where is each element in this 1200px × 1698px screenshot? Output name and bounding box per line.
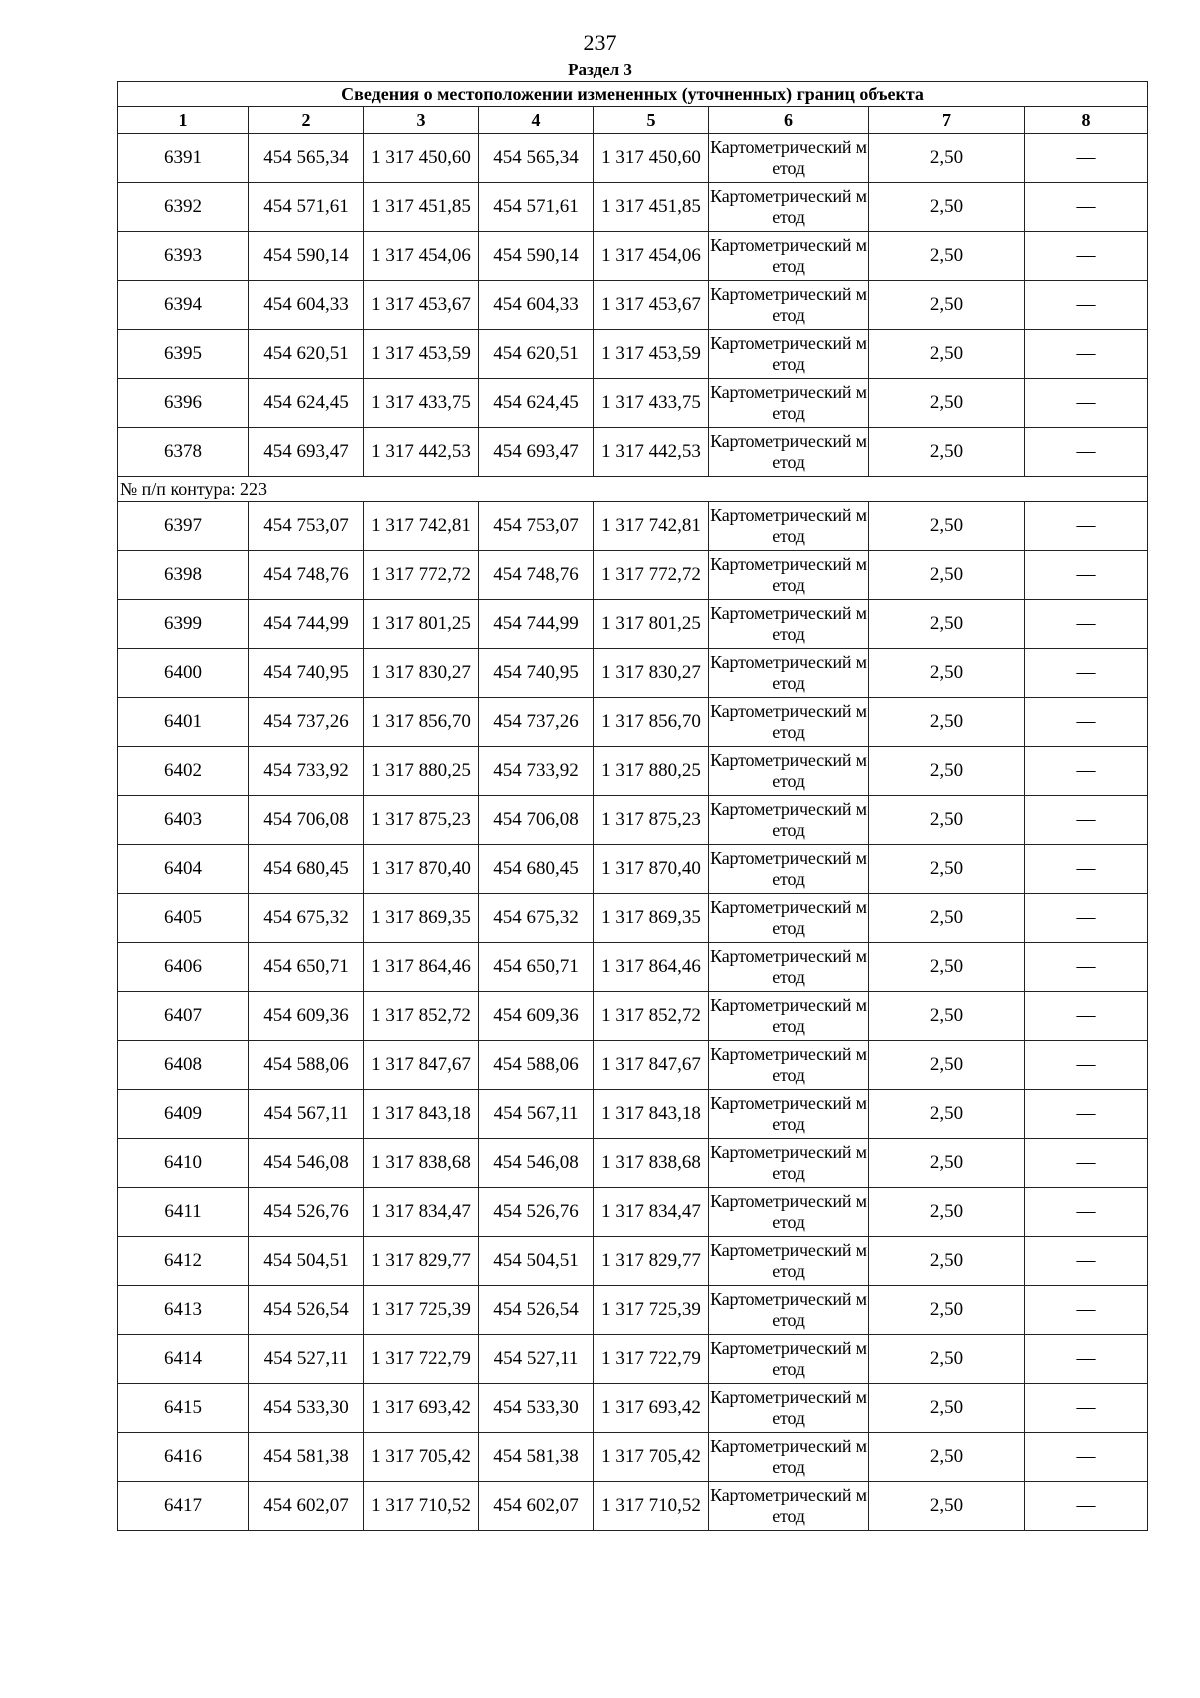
y-existing-cell: 1 317 870,40 bbox=[364, 845, 479, 894]
description-cell: — bbox=[1025, 600, 1148, 649]
y-new-cell: 1 317 453,67 bbox=[594, 281, 709, 330]
description-cell: — bbox=[1025, 134, 1148, 183]
method-cell: Картометрический метод bbox=[709, 183, 869, 232]
x-existing-cell: 454 737,26 bbox=[249, 698, 364, 747]
method-cell: Картометрический метод bbox=[709, 1041, 869, 1090]
x-new-cell: 454 581,38 bbox=[479, 1433, 594, 1482]
point-number-cell: 6406 bbox=[118, 943, 249, 992]
y-new-cell: 1 317 725,39 bbox=[594, 1286, 709, 1335]
x-new-cell: 454 737,26 bbox=[479, 698, 594, 747]
page-number: 237 bbox=[583, 30, 617, 55]
x-new-cell: 454 675,32 bbox=[479, 894, 594, 943]
precision-cell: 2,50 bbox=[869, 551, 1025, 600]
x-existing-cell: 454 650,71 bbox=[249, 943, 364, 992]
x-new-cell: 454 740,95 bbox=[479, 649, 594, 698]
point-number-cell: 6408 bbox=[118, 1041, 249, 1090]
y-new-cell: 1 317 843,18 bbox=[594, 1090, 709, 1139]
description-cell: — bbox=[1025, 992, 1148, 1041]
x-new-cell: 454 526,54 bbox=[479, 1286, 594, 1335]
x-existing-cell: 454 675,32 bbox=[249, 894, 364, 943]
description-cell: — bbox=[1025, 551, 1148, 600]
y-new-cell: 1 317 705,42 bbox=[594, 1433, 709, 1482]
point-number-cell: 6395 bbox=[118, 330, 249, 379]
description-cell: — bbox=[1025, 1139, 1148, 1188]
y-new-cell: 1 317 722,79 bbox=[594, 1335, 709, 1384]
description-cell: — bbox=[1025, 796, 1148, 845]
x-new-cell: 454 504,51 bbox=[479, 1237, 594, 1286]
y-new-cell: 1 317 880,25 bbox=[594, 747, 709, 796]
description-cell: — bbox=[1025, 281, 1148, 330]
y-new-cell: 1 317 830,27 bbox=[594, 649, 709, 698]
y-existing-cell: 1 317 772,72 bbox=[364, 551, 479, 600]
precision-cell: 2,50 bbox=[869, 1286, 1025, 1335]
table-row bbox=[118, 134, 1148, 183]
y-existing-cell: 1 317 453,67 bbox=[364, 281, 479, 330]
y-new-cell: 1 317 433,75 bbox=[594, 379, 709, 428]
table-caption: Сведения о местоположении измененных (уточненных) границ объекта bbox=[118, 82, 1148, 107]
table-row bbox=[118, 1139, 1148, 1188]
table-caption-row bbox=[118, 82, 1148, 107]
y-new-cell: 1 317 451,85 bbox=[594, 183, 709, 232]
x-new-cell: 454 624,45 bbox=[479, 379, 594, 428]
precision-cell: 2,50 bbox=[869, 232, 1025, 281]
x-existing-cell: 454 581,38 bbox=[249, 1433, 364, 1482]
table-row bbox=[118, 1188, 1148, 1237]
y-new-cell: 1 317 852,72 bbox=[594, 992, 709, 1041]
point-number-cell: 6400 bbox=[118, 649, 249, 698]
x-new-cell: 454 546,08 bbox=[479, 1139, 594, 1188]
column-header: 4 bbox=[479, 107, 594, 134]
x-new-cell: 454 650,71 bbox=[479, 943, 594, 992]
precision-cell: 2,50 bbox=[869, 1188, 1025, 1237]
method-cell: Картометрический метод bbox=[709, 796, 869, 845]
method-cell: Картометрический метод bbox=[709, 232, 869, 281]
precision-cell: 2,50 bbox=[869, 428, 1025, 477]
table-row bbox=[118, 1286, 1148, 1335]
x-existing-cell: 454 680,45 bbox=[249, 845, 364, 894]
precision-cell: 2,50 bbox=[869, 796, 1025, 845]
column-header: 2 bbox=[249, 107, 364, 134]
description-cell: — bbox=[1025, 379, 1148, 428]
y-existing-cell: 1 317 442,53 bbox=[364, 428, 479, 477]
description-cell: — bbox=[1025, 845, 1148, 894]
point-number-cell: 6412 bbox=[118, 1237, 249, 1286]
method-cell: Картометрический метод bbox=[709, 698, 869, 747]
point-number-cell: 6414 bbox=[118, 1335, 249, 1384]
table-row bbox=[118, 600, 1148, 649]
description-cell: — bbox=[1025, 1188, 1148, 1237]
x-existing-cell: 454 526,54 bbox=[249, 1286, 364, 1335]
x-existing-cell: 454 748,76 bbox=[249, 551, 364, 600]
table-row bbox=[118, 1041, 1148, 1090]
column-header: 7 bbox=[869, 107, 1025, 134]
y-existing-cell: 1 317 847,67 bbox=[364, 1041, 479, 1090]
method-cell: Картометрический метод bbox=[709, 992, 869, 1041]
precision-cell: 2,50 bbox=[869, 698, 1025, 747]
table-row bbox=[118, 1482, 1148, 1531]
y-existing-cell: 1 317 856,70 bbox=[364, 698, 479, 747]
method-cell: Картометрический метод bbox=[709, 1090, 869, 1139]
method-cell: Картометрический метод bbox=[709, 1384, 869, 1433]
x-existing-cell: 454 604,33 bbox=[249, 281, 364, 330]
y-existing-cell: 1 317 875,23 bbox=[364, 796, 479, 845]
y-existing-cell: 1 317 843,18 bbox=[364, 1090, 479, 1139]
description-cell: — bbox=[1025, 428, 1148, 477]
y-new-cell: 1 317 838,68 bbox=[594, 1139, 709, 1188]
y-existing-cell: 1 317 451,85 bbox=[364, 183, 479, 232]
x-existing-cell: 454 740,95 bbox=[249, 649, 364, 698]
precision-cell: 2,50 bbox=[869, 502, 1025, 551]
table-row bbox=[118, 845, 1148, 894]
precision-cell: 2,50 bbox=[869, 379, 1025, 428]
method-cell: Картометрический метод bbox=[709, 1188, 869, 1237]
x-existing-cell: 454 567,11 bbox=[249, 1090, 364, 1139]
table-row bbox=[118, 698, 1148, 747]
table-row bbox=[118, 992, 1148, 1041]
column-header: 8 bbox=[1025, 107, 1148, 134]
point-number-cell: 6391 bbox=[118, 134, 249, 183]
description-cell: — bbox=[1025, 330, 1148, 379]
method-cell: Картометрический метод bbox=[709, 134, 869, 183]
y-new-cell: 1 317 710,52 bbox=[594, 1482, 709, 1531]
precision-cell: 2,50 bbox=[869, 330, 1025, 379]
y-new-cell: 1 317 450,60 bbox=[594, 134, 709, 183]
method-cell: Картометрический метод bbox=[709, 1237, 869, 1286]
x-existing-cell: 454 753,07 bbox=[249, 502, 364, 551]
method-cell: Картометрический метод bbox=[709, 747, 869, 796]
method-cell: Картометрический метод bbox=[709, 649, 869, 698]
x-existing-cell: 454 526,76 bbox=[249, 1188, 364, 1237]
table-body bbox=[118, 82, 1148, 1531]
table-row bbox=[118, 894, 1148, 943]
x-new-cell: 454 680,45 bbox=[479, 845, 594, 894]
point-number-cell: 6409 bbox=[118, 1090, 249, 1139]
point-number-cell: 6392 bbox=[118, 183, 249, 232]
column-header-row bbox=[118, 107, 1148, 134]
y-existing-cell: 1 317 834,47 bbox=[364, 1188, 479, 1237]
y-new-cell: 1 317 742,81 bbox=[594, 502, 709, 551]
x-new-cell: 454 706,08 bbox=[479, 796, 594, 845]
y-new-cell: 1 317 875,23 bbox=[594, 796, 709, 845]
y-new-cell: 1 317 834,47 bbox=[594, 1188, 709, 1237]
x-new-cell: 454 588,06 bbox=[479, 1041, 594, 1090]
table-row bbox=[118, 428, 1148, 477]
y-existing-cell: 1 317 830,27 bbox=[364, 649, 479, 698]
description-cell: — bbox=[1025, 747, 1148, 796]
y-new-cell: 1 317 864,46 bbox=[594, 943, 709, 992]
x-existing-cell: 454 565,34 bbox=[249, 134, 364, 183]
point-number-cell: 6405 bbox=[118, 894, 249, 943]
description-cell: — bbox=[1025, 894, 1148, 943]
x-existing-cell: 454 624,45 bbox=[249, 379, 364, 428]
method-cell: Картометрический метод bbox=[709, 502, 869, 551]
x-existing-cell: 454 590,14 bbox=[249, 232, 364, 281]
point-number-cell: 6404 bbox=[118, 845, 249, 894]
y-new-cell: 1 317 772,72 bbox=[594, 551, 709, 600]
point-number-cell: 6396 bbox=[118, 379, 249, 428]
x-new-cell: 454 744,99 bbox=[479, 600, 594, 649]
precision-cell: 2,50 bbox=[869, 1433, 1025, 1482]
section-title: Раздел 3 bbox=[568, 60, 632, 79]
method-cell: Картометрический метод bbox=[709, 943, 869, 992]
point-number-cell: 6394 bbox=[118, 281, 249, 330]
point-number-cell: 6415 bbox=[118, 1384, 249, 1433]
y-new-cell: 1 317 870,40 bbox=[594, 845, 709, 894]
table-row bbox=[118, 747, 1148, 796]
y-new-cell: 1 317 829,77 bbox=[594, 1237, 709, 1286]
x-new-cell: 454 527,11 bbox=[479, 1335, 594, 1384]
description-cell: — bbox=[1025, 649, 1148, 698]
x-new-cell: 454 748,76 bbox=[479, 551, 594, 600]
precision-cell: 2,50 bbox=[869, 845, 1025, 894]
description-cell: — bbox=[1025, 943, 1148, 992]
description-cell: — bbox=[1025, 1384, 1148, 1433]
y-existing-cell: 1 317 852,72 bbox=[364, 992, 479, 1041]
method-cell: Картометрический метод bbox=[709, 845, 869, 894]
description-cell: — bbox=[1025, 232, 1148, 281]
y-existing-cell: 1 317 453,59 bbox=[364, 330, 479, 379]
boundary-coordinates-table bbox=[117, 81, 1148, 1531]
precision-cell: 2,50 bbox=[869, 649, 1025, 698]
table-row bbox=[118, 1433, 1148, 1482]
precision-cell: 2,50 bbox=[869, 600, 1025, 649]
precision-cell: 2,50 bbox=[869, 1335, 1025, 1384]
x-new-cell: 454 565,34 bbox=[479, 134, 594, 183]
point-number-cell: 6403 bbox=[118, 796, 249, 845]
x-existing-cell: 454 620,51 bbox=[249, 330, 364, 379]
description-cell: — bbox=[1025, 698, 1148, 747]
y-new-cell: 1 317 442,53 bbox=[594, 428, 709, 477]
x-new-cell: 454 753,07 bbox=[479, 502, 594, 551]
table-row bbox=[118, 281, 1148, 330]
x-new-cell: 454 604,33 bbox=[479, 281, 594, 330]
x-existing-cell: 454 733,92 bbox=[249, 747, 364, 796]
y-new-cell: 1 317 801,25 bbox=[594, 600, 709, 649]
table-row bbox=[118, 330, 1148, 379]
table-row bbox=[118, 943, 1148, 992]
precision-cell: 2,50 bbox=[869, 1041, 1025, 1090]
x-new-cell: 454 526,76 bbox=[479, 1188, 594, 1237]
x-existing-cell: 454 504,51 bbox=[249, 1237, 364, 1286]
method-cell: Картометрический метод bbox=[709, 1335, 869, 1384]
table-row bbox=[118, 502, 1148, 551]
y-existing-cell: 1 317 433,75 bbox=[364, 379, 479, 428]
precision-cell: 2,50 bbox=[869, 1384, 1025, 1433]
table-row bbox=[118, 1384, 1148, 1433]
y-existing-cell: 1 317 705,42 bbox=[364, 1433, 479, 1482]
x-existing-cell: 454 602,07 bbox=[249, 1482, 364, 1531]
x-new-cell: 454 733,92 bbox=[479, 747, 594, 796]
x-new-cell: 454 620,51 bbox=[479, 330, 594, 379]
y-existing-cell: 1 317 880,25 bbox=[364, 747, 479, 796]
method-cell: Картометрический метод bbox=[709, 1286, 869, 1335]
table-row bbox=[118, 1237, 1148, 1286]
x-new-cell: 454 571,61 bbox=[479, 183, 594, 232]
precision-cell: 2,50 bbox=[869, 894, 1025, 943]
table-row bbox=[118, 183, 1148, 232]
point-number-cell: 6378 bbox=[118, 428, 249, 477]
y-new-cell: 1 317 693,42 bbox=[594, 1384, 709, 1433]
description-cell: — bbox=[1025, 1090, 1148, 1139]
x-existing-cell: 454 527,11 bbox=[249, 1335, 364, 1384]
method-cell: Картометрический метод bbox=[709, 551, 869, 600]
precision-cell: 2,50 bbox=[869, 1482, 1025, 1531]
x-existing-cell: 454 571,61 bbox=[249, 183, 364, 232]
y-new-cell: 1 317 454,06 bbox=[594, 232, 709, 281]
table-row bbox=[118, 1335, 1148, 1384]
method-cell: Картометрический метод bbox=[709, 379, 869, 428]
description-cell: — bbox=[1025, 1335, 1148, 1384]
description-cell: — bbox=[1025, 1237, 1148, 1286]
method-cell: Картометрический метод bbox=[709, 1433, 869, 1482]
description-cell: — bbox=[1025, 1041, 1148, 1090]
y-existing-cell: 1 317 693,42 bbox=[364, 1384, 479, 1433]
y-existing-cell: 1 317 725,39 bbox=[364, 1286, 479, 1335]
point-number-cell: 6399 bbox=[118, 600, 249, 649]
x-existing-cell: 454 533,30 bbox=[249, 1384, 364, 1433]
x-existing-cell: 454 744,99 bbox=[249, 600, 364, 649]
point-number-cell: 6416 bbox=[118, 1433, 249, 1482]
x-new-cell: 454 533,30 bbox=[479, 1384, 594, 1433]
point-number-cell: 6407 bbox=[118, 992, 249, 1041]
method-cell: Картометрический метод bbox=[709, 1139, 869, 1188]
point-number-cell: 6402 bbox=[118, 747, 249, 796]
precision-cell: 2,50 bbox=[869, 183, 1025, 232]
description-cell: — bbox=[1025, 1433, 1148, 1482]
table-row bbox=[118, 796, 1148, 845]
x-new-cell: 454 602,07 bbox=[479, 1482, 594, 1531]
precision-cell: 2,50 bbox=[869, 281, 1025, 330]
table-row bbox=[118, 1090, 1148, 1139]
point-number-cell: 6410 bbox=[118, 1139, 249, 1188]
point-number-cell: 6397 bbox=[118, 502, 249, 551]
y-new-cell: 1 317 453,59 bbox=[594, 330, 709, 379]
method-cell: Картометрический метод bbox=[709, 330, 869, 379]
y-existing-cell: 1 317 710,52 bbox=[364, 1482, 479, 1531]
table-row bbox=[118, 649, 1148, 698]
description-cell: — bbox=[1025, 502, 1148, 551]
point-number-cell: 6417 bbox=[118, 1482, 249, 1531]
x-existing-cell: 454 693,47 bbox=[249, 428, 364, 477]
y-existing-cell: 1 317 829,77 bbox=[364, 1237, 479, 1286]
table-row bbox=[118, 232, 1148, 281]
x-new-cell: 454 693,47 bbox=[479, 428, 594, 477]
x-existing-cell: 454 546,08 bbox=[249, 1139, 364, 1188]
y-new-cell: 1 317 856,70 bbox=[594, 698, 709, 747]
point-number-cell: 6401 bbox=[118, 698, 249, 747]
x-existing-cell: 454 706,08 bbox=[249, 796, 364, 845]
y-new-cell: 1 317 869,35 bbox=[594, 894, 709, 943]
method-cell: Картометрический метод bbox=[709, 894, 869, 943]
point-number-cell: 6411 bbox=[118, 1188, 249, 1237]
x-new-cell: 454 590,14 bbox=[479, 232, 594, 281]
column-header: 3 bbox=[364, 107, 479, 134]
method-cell: Картометрический метод bbox=[709, 428, 869, 477]
column-header: 5 bbox=[594, 107, 709, 134]
y-existing-cell: 1 317 450,60 bbox=[364, 134, 479, 183]
x-existing-cell: 454 609,36 bbox=[249, 992, 364, 1041]
y-existing-cell: 1 317 742,81 bbox=[364, 502, 479, 551]
x-existing-cell: 454 588,06 bbox=[249, 1041, 364, 1090]
y-existing-cell: 1 317 838,68 bbox=[364, 1139, 479, 1188]
y-existing-cell: 1 317 864,46 bbox=[364, 943, 479, 992]
precision-cell: 2,50 bbox=[869, 747, 1025, 796]
column-header: 1 bbox=[118, 107, 249, 134]
precision-cell: 2,50 bbox=[869, 134, 1025, 183]
method-cell: Картометрический метод bbox=[709, 1482, 869, 1531]
method-cell: Картометрический метод bbox=[709, 281, 869, 330]
y-existing-cell: 1 317 869,35 bbox=[364, 894, 479, 943]
x-new-cell: 454 567,11 bbox=[479, 1090, 594, 1139]
point-number-cell: 6413 bbox=[118, 1286, 249, 1335]
description-cell: — bbox=[1025, 1286, 1148, 1335]
precision-cell: 2,50 bbox=[869, 1237, 1025, 1286]
y-existing-cell: 1 317 801,25 bbox=[364, 600, 479, 649]
point-number-cell: 6398 bbox=[118, 551, 249, 600]
contour-label-row bbox=[118, 477, 1148, 502]
precision-cell: 2,50 bbox=[869, 992, 1025, 1041]
description-cell: — bbox=[1025, 183, 1148, 232]
contour-label: № п/п контура: 223 bbox=[118, 477, 1148, 502]
table-row bbox=[118, 379, 1148, 428]
x-new-cell: 454 609,36 bbox=[479, 992, 594, 1041]
point-number-cell: 6393 bbox=[118, 232, 249, 281]
y-existing-cell: 1 317 722,79 bbox=[364, 1335, 479, 1384]
y-new-cell: 1 317 847,67 bbox=[594, 1041, 709, 1090]
method-cell: Картометрический метод bbox=[709, 600, 869, 649]
table-row bbox=[118, 551, 1148, 600]
column-header: 6 bbox=[709, 107, 869, 134]
precision-cell: 2,50 bbox=[869, 943, 1025, 992]
precision-cell: 2,50 bbox=[869, 1139, 1025, 1188]
precision-cell: 2,50 bbox=[869, 1090, 1025, 1139]
y-existing-cell: 1 317 454,06 bbox=[364, 232, 479, 281]
description-cell: — bbox=[1025, 1482, 1148, 1531]
